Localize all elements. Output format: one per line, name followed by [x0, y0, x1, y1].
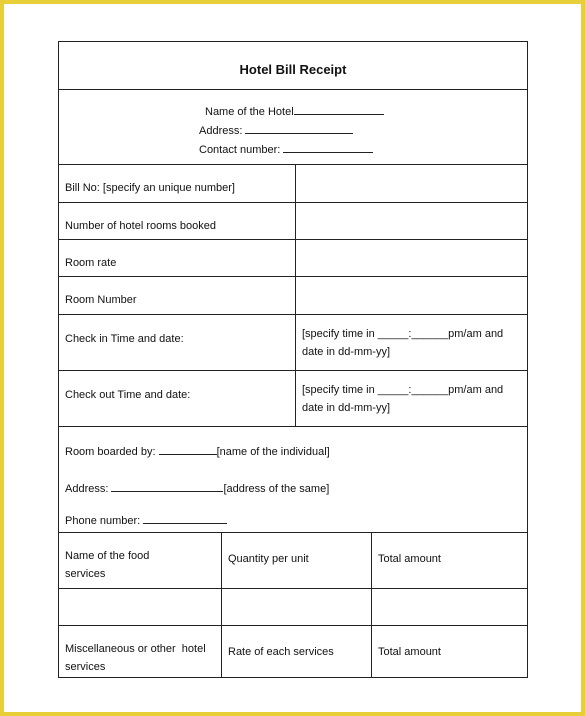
hotel-bill-form — [58, 41, 528, 678]
check-out-row — [59, 371, 527, 427]
form-title: Hotel Bill Receipt — [239, 62, 347, 77]
hotel-name-blank[interactable] — [294, 104, 384, 115]
room-rate-row — [59, 240, 527, 277]
food-col1-line2: services — [65, 568, 106, 580]
rooms-booked-label: Number of hotel rooms booked — [65, 220, 217, 232]
hotel-contact-line — [199, 142, 373, 156]
room-rate-label: Room rate — [65, 257, 117, 269]
hotel-contact-label: Contact number: — [199, 144, 281, 156]
misc-col1-line2: services — [65, 661, 106, 673]
room-number-label: Room Number — [65, 294, 137, 306]
boarder-info-row — [59, 427, 527, 533]
hotel-name-line — [205, 104, 384, 118]
phone-blank[interactable] — [143, 513, 227, 524]
food-col3-cell — [372, 533, 527, 588]
room-boarded-label: Room boarded by: — [65, 446, 156, 458]
bill-no-label-cell — [59, 165, 296, 202]
bill-no-label: Bill No: [specify an unique number] — [65, 182, 235, 194]
misc-col2-header: Rate of each services — [228, 646, 334, 658]
check-out-value-cell[interactable] — [296, 371, 527, 426]
phone-label: Phone number: — [65, 515, 141, 527]
bill-no-value-cell[interactable] — [296, 165, 527, 202]
room-boarded-blank[interactable] — [159, 444, 217, 455]
hotel-info-row — [59, 90, 527, 165]
misc-col1-line1: Miscellaneous or other hotel — [65, 643, 206, 655]
misc-col3-cell — [372, 626, 527, 677]
check-in-row — [59, 315, 527, 371]
bill-no-row — [59, 165, 527, 203]
food-header-row — [59, 533, 527, 589]
food-entry-row — [59, 589, 527, 626]
misc-col1-cell — [59, 626, 222, 677]
misc-col1-header — [65, 640, 206, 676]
hotel-address-line — [199, 123, 353, 137]
food-col2-cell — [222, 533, 372, 588]
misc-col3-header: Total amount — [378, 646, 441, 658]
check-out-hint — [302, 381, 503, 417]
food-col1-line1: Name of the food — [65, 550, 150, 562]
room-number-label-cell — [59, 277, 296, 314]
phone-line — [65, 513, 227, 527]
food-entry-col1[interactable] — [59, 589, 222, 625]
room-number-value-cell[interactable] — [296, 277, 527, 314]
hotel-address-label: Address: — [199, 125, 243, 137]
boarder-address-hint: [address of the same] — [223, 483, 330, 495]
room-number-row — [59, 277, 527, 315]
check-out-hint-line2: date in dd-mm-yy] — [302, 402, 391, 414]
food-col1-cell — [59, 533, 222, 588]
room-rate-label-cell — [59, 240, 296, 276]
check-in-hint-line2: date in dd-mm-yy] — [302, 346, 391, 358]
title-row — [59, 42, 527, 90]
hotel-address-blank[interactable] — [245, 123, 353, 134]
room-boarded-hint: [name of the individual] — [216, 446, 330, 458]
check-in-label: Check in Time and date: — [65, 333, 184, 345]
check-in-label-cell — [59, 315, 296, 370]
room-rate-value-cell[interactable] — [296, 240, 527, 276]
check-out-label-cell — [59, 371, 296, 426]
rooms-booked-value-cell[interactable] — [296, 203, 527, 239]
room-boarded-line — [65, 444, 330, 458]
page — [4, 4, 581, 712]
rooms-booked-row — [59, 203, 527, 240]
check-out-hint-line1: [specify time in _____:______pm/am and — [302, 384, 504, 396]
misc-col2-cell — [222, 626, 372, 677]
check-in-hint — [302, 325, 503, 361]
food-entry-col3[interactable] — [372, 589, 527, 625]
check-in-hint-line1: [specify time in _____:______pm/am and — [302, 328, 504, 340]
hotel-contact-blank[interactable] — [283, 142, 373, 153]
boarder-address-line — [65, 481, 329, 495]
food-col2-header: Quantity per unit — [228, 553, 309, 565]
food-entry-col2[interactable] — [222, 589, 372, 625]
check-in-value-cell[interactable] — [296, 315, 527, 370]
rooms-booked-label-cell — [59, 203, 296, 239]
food-col1-header — [65, 547, 149, 583]
check-out-label: Check out Time and date: — [65, 389, 191, 401]
boarder-address-blank[interactable] — [111, 481, 223, 492]
food-col3-header: Total amount — [378, 553, 441, 565]
boarder-address-label: Address: — [65, 483, 109, 495]
misc-header-row — [59, 626, 527, 677]
hotel-name-label: Name of the Hotel — [205, 106, 294, 118]
